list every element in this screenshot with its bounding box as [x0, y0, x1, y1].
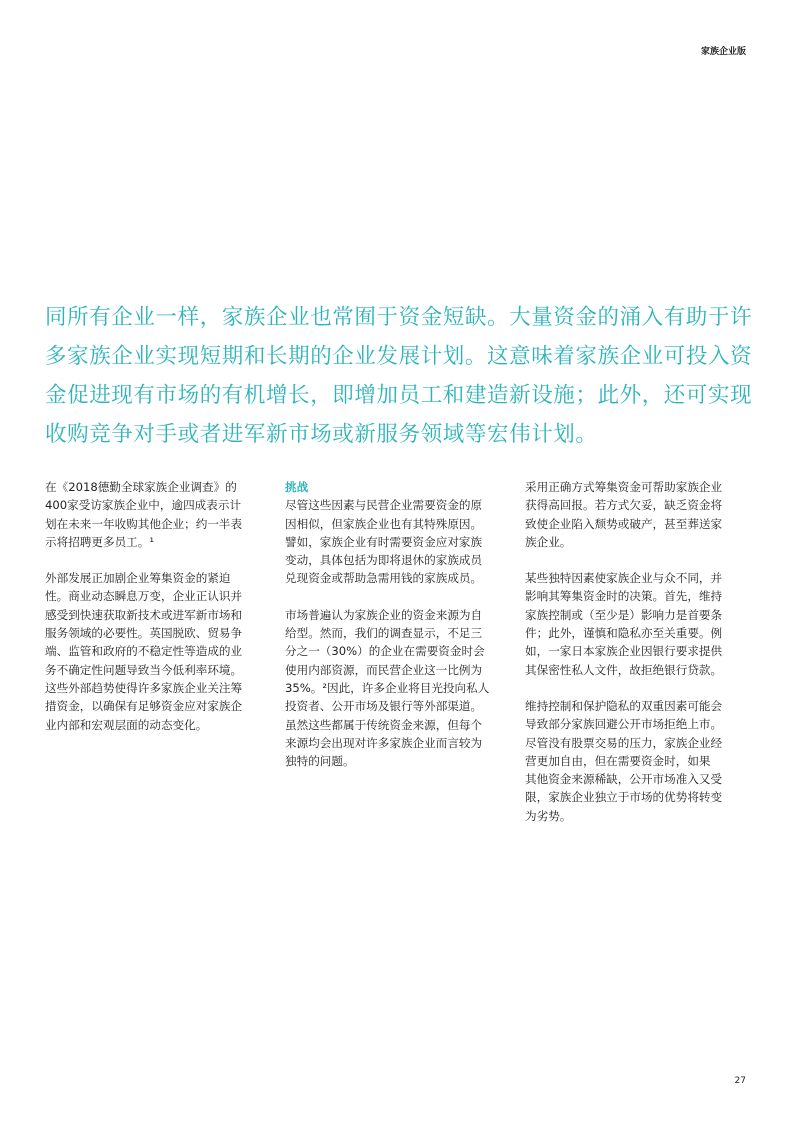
text-column-3: [525, 478, 745, 843]
text-line: 致使企业陷入颓势或破产，甚至葬送家: [525, 516, 723, 531]
text-line: 示将招聘更多员工。¹: [45, 534, 154, 549]
paragraph: [525, 569, 745, 679]
text-line: 市场普遍认为家族企业的资金来源为自: [285, 607, 483, 622]
text-line: 划在未来一年收购其他企业；约一半表: [45, 516, 243, 531]
text-line: 为劣势。: [525, 808, 572, 823]
lead-line: 多家族企业实现短期和长期的企业发展计划。这意味着家族企业可投入资: [45, 344, 753, 369]
paragraph: [525, 697, 745, 825]
text-line: 端、监管和政府的不稳定性等造成的业: [45, 644, 243, 659]
text-line: 件；此外，谨慎和隐私亦至关重要。例: [525, 626, 723, 641]
text-line: 外部发展正加剧企业筹集资金的紧迫: [45, 571, 231, 586]
text-line: 影响其筹集资金时的决策。首先，维持: [525, 589, 723, 604]
text-line: 其他资金来源稀缺，公开市场准入又受: [525, 772, 723, 787]
text-line: 尽管没有股票交易的压力，家族企业经: [525, 735, 723, 750]
text-line: 业内部和宏观层面的动态变化。: [45, 717, 208, 732]
text-line: 家族控制或（至少是）影响力是首要条: [525, 607, 723, 622]
text-line: 给型。然而，我们的调查显示，不足三: [285, 626, 483, 641]
text-line: 限，家族企业独立于市场的优势将转变: [525, 790, 723, 805]
text-line: 性。商业动态瞬息万变，企业正认识并: [45, 589, 243, 604]
text-line: 虽然这些都属于传统资金来源，但每个: [285, 717, 483, 732]
paragraph: [285, 478, 505, 588]
text-line: 在《2018德勤全球家族企业调查》的: [45, 480, 237, 494]
text-line: 措资金，以确保有足够资金应对家族企: [45, 699, 243, 714]
page-number: 27: [734, 1076, 746, 1086]
text-line: 譬如，家族企业有时需要资金应对家族: [285, 534, 483, 549]
text-line: 兑现资金或帮助急需用钱的家族成员。: [285, 571, 483, 586]
text-line: 营更加自由，但在需要资金时，如果: [525, 753, 711, 768]
section-heading: 挑战: [285, 480, 309, 494]
text-line: 感受到快速获取新技术或进军新市场和: [45, 607, 243, 622]
text-line: 投资者、公开市场及银行等外部渠道。: [285, 699, 483, 714]
text-line: 服务领域的必要性。英国脱欧、贸易争: [45, 626, 243, 641]
text-line: 这些外部趋势使得许多家族企业关注筹: [45, 680, 243, 695]
text-column-2: [285, 478, 505, 788]
text-line: 来源均会出现对许多家族企业而言较为: [285, 735, 483, 750]
text-line: 族企业。: [525, 534, 572, 549]
text-line: 导致部分家族回避公开市场拒绝上市。: [525, 717, 723, 732]
lead-line: 同所有企业一样，家族企业也常囿于资金短缺。大量资金的涌入有助于许: [45, 305, 753, 330]
paragraph: [45, 569, 265, 734]
lead-line: 收购竞争对手或者进军新市场或新服务领域等宏伟计划。: [45, 422, 598, 447]
text-line: 使用内部资源，而民营企业这一比例为: [285, 662, 483, 677]
paragraph: [525, 478, 745, 551]
text-line: 400家受访家族企业中，逾四成表示计: [45, 498, 242, 513]
text-line: 获得高回报。若方式欠妥，缺乏资金将: [525, 498, 723, 513]
text-line: 因相似，但家族企业也有其特殊原因。: [285, 516, 483, 531]
lead-line: 金促进现有市场的有机增长，即增加员工和建造新设施；此外，还可实现: [45, 383, 753, 408]
text-line: 务不确定性问题导致当今低利率环境。: [45, 662, 243, 677]
lead-paragraph: [45, 298, 753, 454]
text-line: 某些独特因素使家族企业与众不同，并: [525, 571, 723, 586]
section-label: 家族企业版: [700, 47, 746, 57]
text-line: 变动，具体包括为即将退休的家族成员: [285, 553, 483, 568]
text-line: 采用正确方式筹集资金可帮助家族企业: [525, 480, 723, 494]
text-line: 其保密性私人文件，故拒绝银行贷款。: [525, 662, 723, 677]
text-line: 如，一家日本家族企业因银行要求提供: [525, 644, 723, 659]
text-line: 维持控制和保护隐私的双重因素可能会: [525, 698, 723, 713]
text-line: 独特的问题。: [285, 754, 355, 769]
paragraph: [45, 478, 265, 551]
text-line: 35%。²因此，许多企业将目光投向私人: [285, 680, 490, 695]
text-line: 分之一（30%）的企业在需要资金时会: [285, 644, 485, 659]
text-column-1: [45, 478, 265, 752]
text-line: 尽管这些因素与民营企业需要资金的原: [285, 498, 483, 513]
paragraph: [285, 606, 505, 771]
